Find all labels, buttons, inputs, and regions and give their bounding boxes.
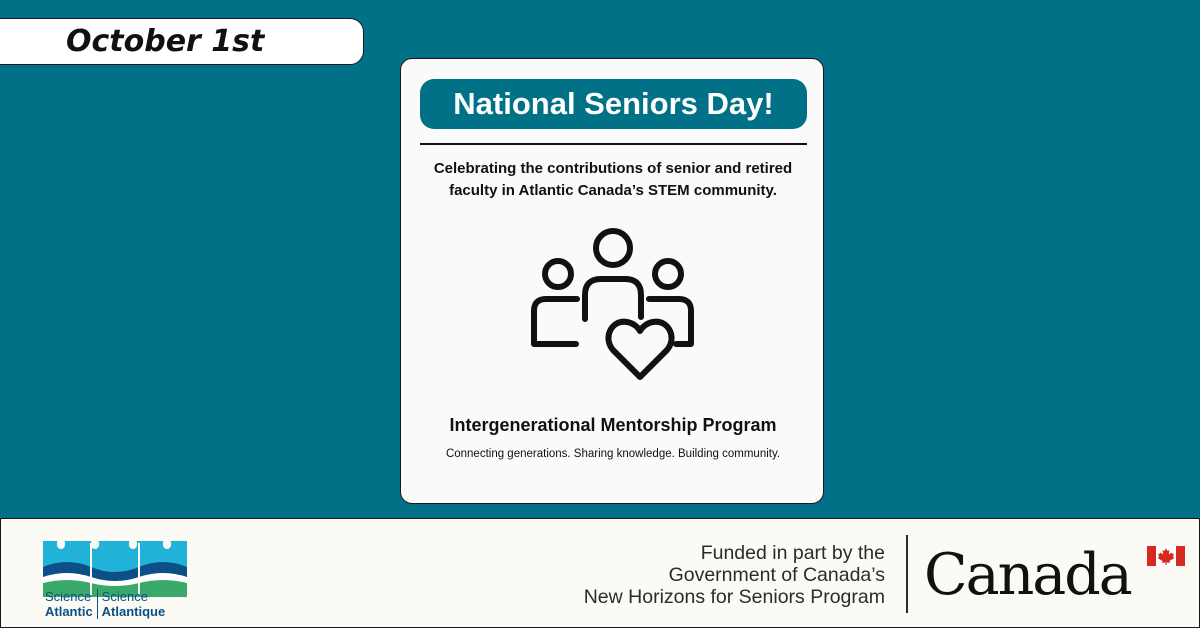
program-title: Intergenerational Mentorship Program bbox=[449, 415, 777, 435]
canada-flag-icon bbox=[1147, 546, 1185, 566]
funded-line-2: Government of Canada’s bbox=[668, 564, 885, 586]
card-title-box bbox=[420, 79, 807, 129]
science-atlantic-wordmark bbox=[45, 589, 195, 619]
logo-en-bottom: Atlantic bbox=[45, 604, 93, 619]
logo-en-top: Science bbox=[45, 589, 92, 604]
title-divider bbox=[420, 143, 807, 145]
card-description bbox=[421, 158, 805, 202]
event-card bbox=[400, 58, 824, 504]
logo-fr-top: Science bbox=[101, 589, 148, 604]
card-title: National Seniors Day! bbox=[453, 86, 774, 121]
description-line-1: Celebrating the contributions of senior and retired bbox=[433, 160, 793, 177]
footer-banner bbox=[0, 518, 1200, 628]
canada-wordmark: Canada bbox=[924, 542, 1131, 608]
footer-divider bbox=[906, 535, 908, 613]
logo-fr-bottom: Atlantique bbox=[101, 604, 166, 619]
people-heart-icon bbox=[529, 227, 697, 383]
date-label: October 1st bbox=[66, 24, 265, 59]
program-subtitle: Connecting generations. Sharing knowledge. Building community. bbox=[445, 448, 781, 460]
description-line-2: faculty in Atlantic Canada’s STEM community. bbox=[449, 182, 777, 199]
funding-statement bbox=[584, 542, 885, 608]
funded-line-3: New Horizons for Seniors Program bbox=[583, 586, 885, 608]
date-pill bbox=[0, 18, 364, 65]
funded-line-1: Funded in part by the bbox=[700, 542, 885, 564]
